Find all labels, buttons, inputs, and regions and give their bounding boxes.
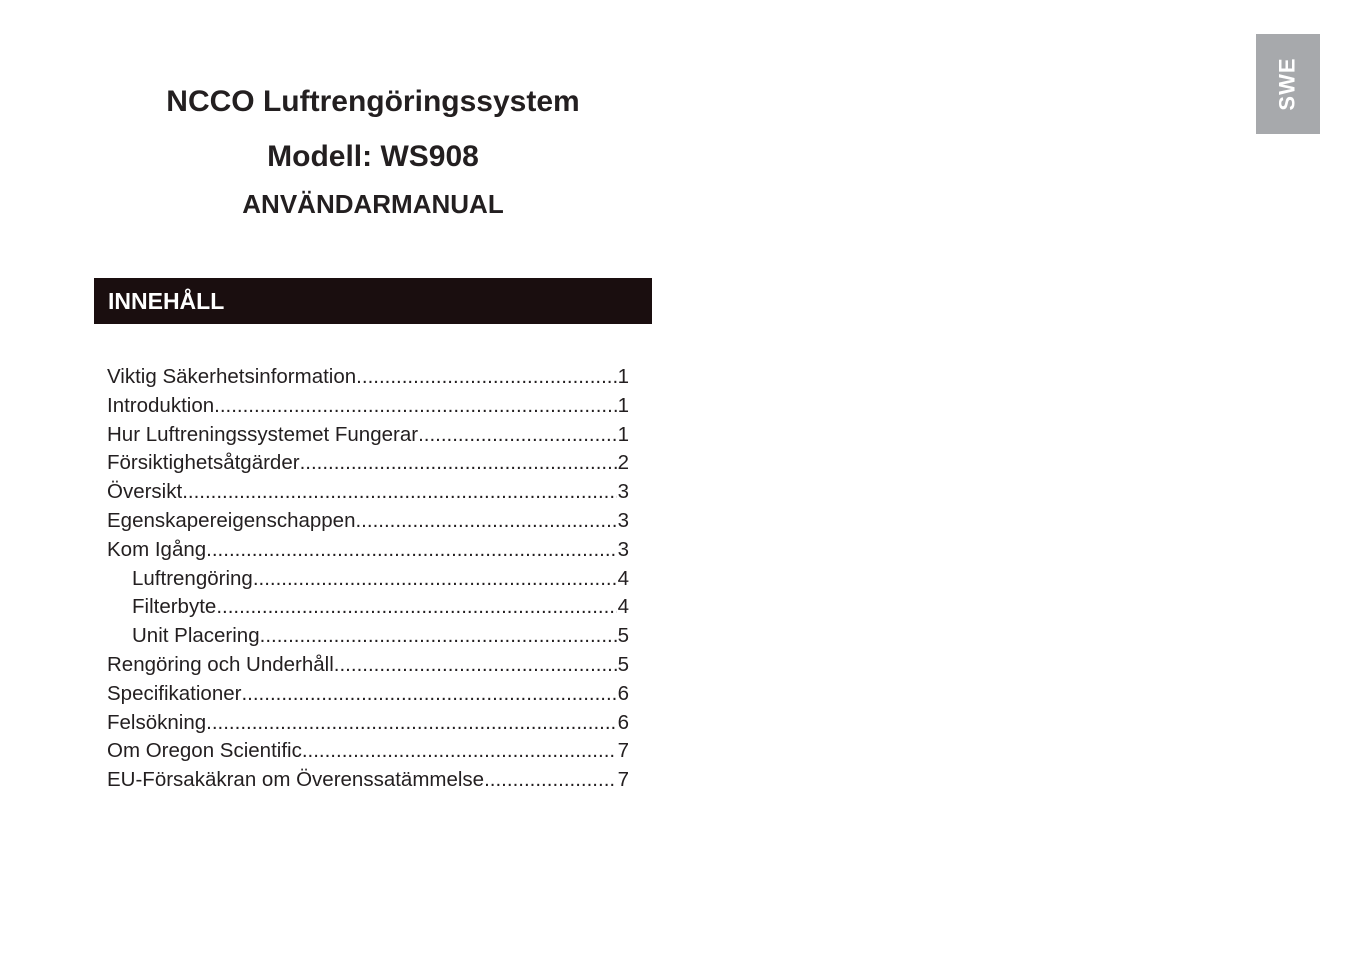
toc-leader-dots (182, 478, 616, 507)
toc-entry-page: 5 (617, 624, 629, 648)
toc-entry-label: Felsökning (107, 710, 207, 734)
toc-entry-page: 1 (617, 365, 629, 388)
toc-entry (107, 449, 629, 478)
toc-entry-page: 4 (617, 566, 629, 590)
toc-entry-label: Introduktion (107, 393, 215, 417)
toc-entry-page: 5 (617, 652, 629, 676)
toc-entry-label: Rengöring och Underhåll (107, 652, 334, 676)
toc-leader-dots (300, 449, 617, 478)
toc-leader-dots (302, 737, 617, 766)
toc-leader-dots (216, 593, 616, 622)
toc-entry (107, 709, 629, 738)
toc-entry (107, 536, 629, 565)
toc-entry-label: Kom Igång (107, 537, 207, 561)
toc-entry-page: 3 (617, 480, 629, 504)
toc-entry-label: Luftrengöring (132, 566, 253, 590)
toc-entry-label: Filterbyte (132, 595, 217, 619)
toc-entry (107, 622, 629, 651)
contents-heading: INNEHÅLL (94, 278, 652, 324)
toc-leader-dots (206, 709, 616, 738)
toc-leader-dots (355, 507, 616, 536)
document-subtitle: ANVÄNDARMANUAL (242, 189, 504, 219)
toc-entry (107, 478, 629, 507)
toc-leader-dots (484, 766, 617, 795)
toc-entry-label: Specifikationer (107, 681, 242, 705)
toc-entry-page: 3 (617, 508, 629, 532)
toc-entry-page: 3 (617, 537, 629, 561)
toc-entry (107, 680, 629, 709)
toc-leader-dots (418, 421, 617, 450)
toc-entry-label: Unit Placering (132, 624, 260, 648)
toc-entry (107, 651, 629, 680)
toc-entry-page: 6 (617, 681, 629, 705)
toc-entry (107, 737, 629, 766)
toc-leader-dots (260, 622, 617, 651)
language-tab (1256, 34, 1320, 134)
language-tab-label: SWE (1275, 57, 1300, 111)
toc-entry-page: 7 (617, 768, 629, 792)
toc-entry-page: 7 (617, 739, 629, 763)
table-of-contents (107, 363, 629, 795)
toc-entry (107, 392, 629, 421)
toc-leader-dots (334, 651, 617, 680)
toc-entry-label: Försiktighetsåtgärder (107, 451, 300, 475)
toc-entry (107, 363, 629, 392)
toc-leader-dots (206, 536, 616, 565)
toc-entry (107, 507, 629, 536)
toc-entry-label: Egenskapereigenschappen (107, 508, 356, 532)
toc-leader-dots (241, 680, 616, 709)
toc-entry-page: 1 (617, 422, 629, 446)
toc-leader-dots (356, 363, 616, 392)
toc-entry-page: 2 (617, 451, 629, 475)
toc-leader-dots (253, 565, 617, 594)
toc-entry-label: EU-Försakäkran om Överenssatämmelse (107, 768, 485, 792)
toc-entry (107, 766, 629, 795)
toc-entry-page: 4 (617, 595, 629, 619)
toc-entry-page: 6 (617, 710, 629, 734)
toc-leader-dots (214, 392, 616, 421)
toc-entry-label: Hur Luftreningssystemet Fungerar (107, 422, 419, 446)
toc-entry (107, 421, 629, 450)
document-title: NCCO Luftrengöringssystem (166, 85, 580, 118)
toc-entry-label: Översikt (107, 480, 183, 504)
toc-entry-label: Om Oregon Scientific (107, 739, 302, 763)
toc-entry-label: Viktig Säkerhetsinformation (107, 365, 357, 388)
model-number: Modell: WS908 (267, 140, 479, 173)
toc-entry (107, 565, 629, 594)
toc-entry (107, 593, 629, 622)
toc-entry-page: 1 (617, 393, 629, 417)
title-block (94, 0, 652, 240)
